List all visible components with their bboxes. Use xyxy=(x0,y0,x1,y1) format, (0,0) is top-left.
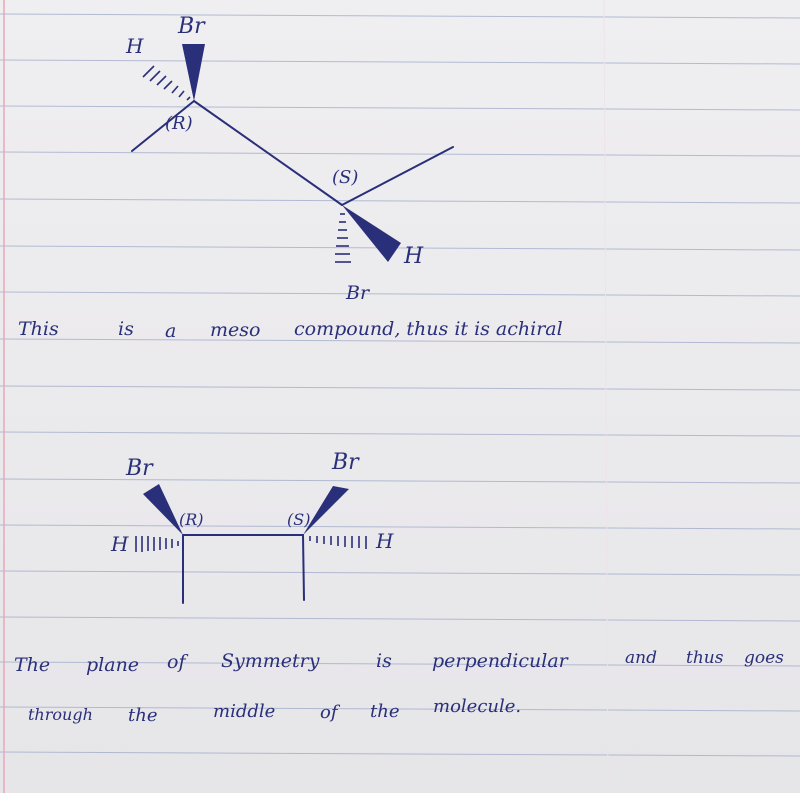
label-top-h: H xyxy=(126,34,144,58)
label-right-h-2: H xyxy=(376,529,394,553)
label-top-br: Br xyxy=(178,14,205,39)
sentence2-word-9: goes xyxy=(744,648,784,668)
sentence2-word-1: The xyxy=(14,654,51,676)
sentence2-word-4: Symmetry xyxy=(221,650,320,672)
sentence2-word-11: the xyxy=(128,705,158,726)
label-right-br: Br xyxy=(332,450,359,475)
bond-right-down xyxy=(303,535,304,600)
sentence1-word-2: is xyxy=(118,318,134,340)
sentence2-word-6: perpendicular xyxy=(432,650,568,672)
hash-bond-left-h xyxy=(136,536,178,552)
sentence1-word-3: a xyxy=(165,320,177,342)
wedge-bond-left-br xyxy=(143,484,183,535)
label-bottom-br: Br xyxy=(346,282,370,304)
sentence2-word-2: plane xyxy=(86,654,140,676)
sentence1-word-5: compound, thus it is achiral xyxy=(294,318,563,340)
label-config-r-2: (R) xyxy=(179,510,204,529)
sentence1-word-4: meso xyxy=(210,319,261,341)
sentence2-word-8: thus xyxy=(686,648,724,668)
label-config-s-2: (S) xyxy=(287,510,311,529)
sentence2-word-7: and xyxy=(625,648,657,668)
label-left-h: H xyxy=(111,532,129,556)
sentence2-word-12: middle xyxy=(213,701,276,722)
label-config-r-1: (R) xyxy=(165,113,193,134)
label-config-s-1: (S) xyxy=(332,167,359,188)
sentence2-word-5: is xyxy=(376,650,392,672)
sentence2-word-3: of xyxy=(167,651,186,673)
label-left-br: Br xyxy=(126,456,153,481)
label-right-h: H xyxy=(404,244,424,269)
sentence2-word-10: through xyxy=(28,705,93,724)
sentence2-word-13: of xyxy=(320,702,338,723)
sentence2-word-15: molecule. xyxy=(433,696,522,717)
sentence2-word-14: the xyxy=(370,701,400,722)
hash-bond-right-h xyxy=(310,536,366,549)
sentence1-word-1: This xyxy=(18,318,59,340)
